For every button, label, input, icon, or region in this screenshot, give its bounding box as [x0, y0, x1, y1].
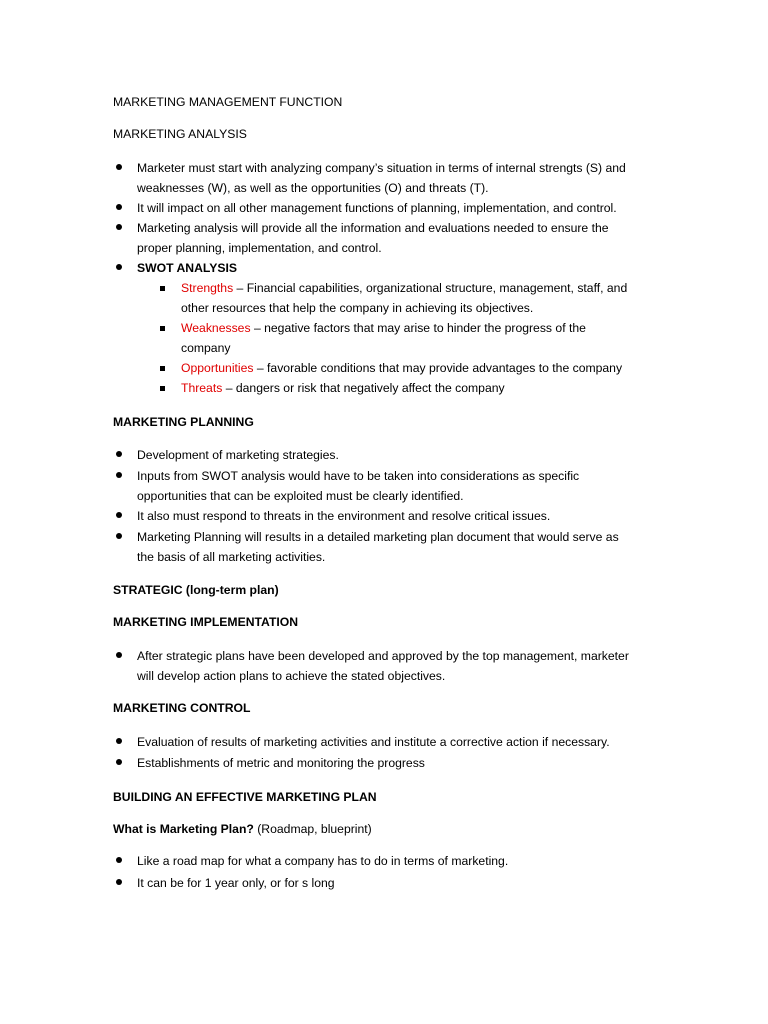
list-item-continuation: [0, 547, 768, 567]
list-item-text: It also must respond to threats in the environment and resolve critical issues.: [137, 509, 551, 523]
list-item-text: proper planning, implementation, and control.: [137, 241, 382, 255]
list-item-continuation: [0, 666, 768, 686]
bullet-icon: [116, 198, 122, 218]
document-title: MARKETING MANAGEMENT FUNCTION: [113, 95, 343, 109]
list-item: [0, 445, 768, 465]
bullet-icon: [116, 732, 122, 752]
list-item-text: weaknesses (W), as well as the opportunities (O) and threats (T).: [137, 181, 489, 195]
bullet-icon: [116, 445, 122, 465]
section-heading-planning: MARKETING PLANNING: [113, 415, 254, 429]
square-bullet-icon: [160, 358, 165, 378]
question-line: [113, 819, 372, 839]
list-item: [0, 753, 768, 773]
square-bullet-icon: [160, 378, 165, 398]
section-heading-control: MARKETING CONTROL: [113, 701, 251, 715]
swot-term: Threats: [181, 381, 223, 395]
list-item: [0, 158, 768, 178]
swot-text: – dangers or risk that negatively affect the company: [222, 381, 505, 395]
list-item: [0, 218, 768, 238]
bullet-icon: [116, 527, 122, 547]
swot-text: other resources that help the company in achieving its objectives.: [181, 301, 534, 315]
bullet-icon: [116, 158, 122, 178]
list-item-text: It can be for 1 year only, or for s long: [137, 876, 335, 890]
section-heading-implementation: MARKETING IMPLEMENTATION: [113, 615, 299, 629]
square-bullet-icon: [160, 278, 165, 298]
swot-term: Strengths: [181, 281, 234, 295]
swot-text: company: [181, 341, 231, 355]
list-item-text: Marketer must start with analyzing company’s situation in terms of internal strengts (S) and: [137, 161, 626, 175]
list-item-text: Inputs from SWOT analysis would have to be taken into considerations as specific: [137, 469, 580, 483]
list-item: [0, 646, 768, 666]
bullet-icon: [116, 506, 122, 526]
list-item-text: Marketing analysis will provide all the information and evaluations needed to ensure the: [137, 221, 609, 235]
bullet-icon: [116, 753, 122, 773]
list-item-continuation: [0, 238, 768, 258]
bullet-icon: [116, 851, 122, 871]
swot-text: – Financial capabilities, organizational structure, management, staff, and: [233, 281, 628, 295]
swot-item-weaknesses: [0, 318, 768, 338]
list-item-text: It will impact on all other management functions of planning, implementation, and control.: [137, 201, 617, 215]
question-note: (Roadmap, blueprint): [253, 822, 372, 836]
square-bullet-icon: [160, 318, 165, 338]
bullet-icon: [116, 258, 122, 278]
section-heading-building: BUILDING AN EFFECTIVE MARKETING PLAN: [113, 790, 377, 804]
list-item-swot: [0, 258, 768, 278]
swot-term: Weaknesses: [181, 321, 251, 335]
list-item-text: will develop action plans to achieve the stated objectives.: [137, 669, 446, 683]
list-item: [0, 198, 768, 218]
swot-text: – favorable conditions that may provide advantages to the company: [253, 361, 623, 375]
list-item-text: the basis of all marketing activities.: [137, 550, 326, 564]
swot-item-continuation: [0, 338, 768, 358]
list-item: [0, 873, 768, 893]
bullet-icon: [116, 218, 122, 238]
list-item: [0, 506, 768, 526]
bullet-icon: [116, 873, 122, 893]
bullet-icon: [116, 646, 122, 666]
list-item-text: Development of marketing strategies.: [137, 448, 339, 462]
swot-item-threats: [0, 378, 768, 398]
list-item-text: Marketing Planning will results in a detailed marketing plan document that would serve as: [137, 530, 619, 544]
swot-term: Opportunities: [181, 361, 254, 375]
list-item-continuation: [0, 178, 768, 198]
swot-item-continuation: [0, 298, 768, 318]
swot-item-strengths: [0, 278, 768, 298]
swot-text: – negative factors that may arise to hinder the progress of the: [250, 321, 586, 335]
list-item-text: Establishments of metric and monitoring the progress: [137, 756, 425, 770]
list-item: [0, 732, 768, 752]
question-text: What is Marketing Plan?: [113, 822, 254, 836]
swot-label: SWOT ANALYSIS: [137, 261, 237, 275]
section-heading-analysis: MARKETING ANALYSIS: [113, 127, 247, 141]
list-item-text: opportunities that can be exploited must be clearly identified.: [137, 489, 464, 503]
list-item-text: After strategic plans have been developed and approved by the top management, marketer: [137, 649, 629, 663]
list-item-text: Evaluation of results of marketing activities and institute a corrective action if necessary.: [137, 735, 610, 749]
list-item-text: Like a road map for what a company has to do in terms of marketing.: [137, 854, 509, 868]
list-item: [0, 527, 768, 547]
section-heading-strategic: STRATEGIC (long-term plan): [113, 583, 279, 597]
list-item: [0, 851, 768, 871]
swot-item-opportunities: [0, 358, 768, 378]
list-item-continuation: [0, 486, 768, 506]
list-item: [0, 466, 768, 486]
bullet-icon: [116, 466, 122, 486]
